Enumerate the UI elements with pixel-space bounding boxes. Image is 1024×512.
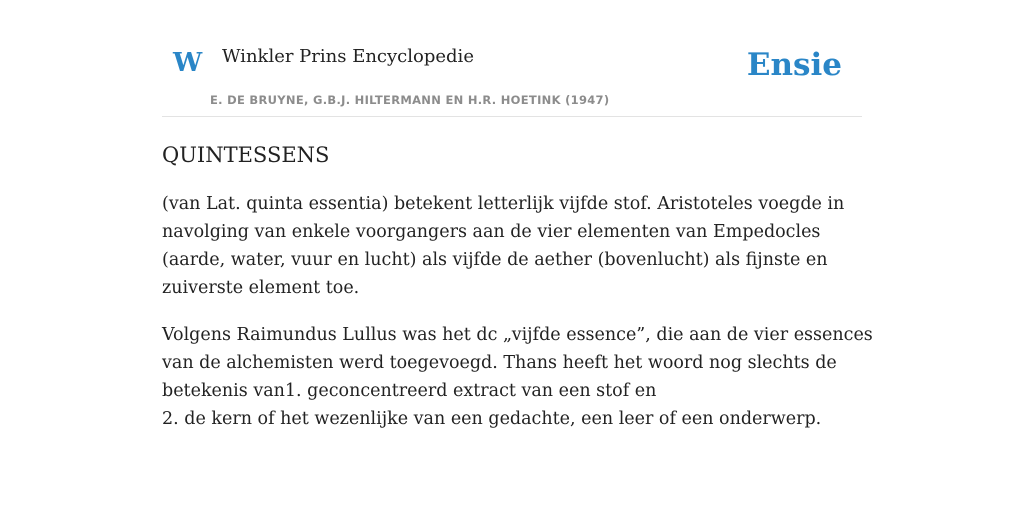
- article-paragraph-2-line-3: betekenis van1. geconcentreerd extract van een stof en: [162, 381, 657, 401]
- article-paragraph-2: [162, 321, 873, 433]
- article-title: QUINTESSENS: [162, 143, 330, 167]
- article-paragraph-2-line-4: 2. de kern of het wezenlijke van een gedachte, een leer of een onderwerp.: [162, 409, 822, 429]
- source-header: [162, 0, 862, 117]
- ensie-brand-logo[interactable]: Ensie: [746, 47, 842, 83]
- source-title-link[interactable]: Winkler Prins Encyclopedie: [222, 46, 474, 67]
- winkler-prins-logo[interactable]: W: [173, 48, 203, 78]
- article-paragraph-2-line-2: van de alchemisten werd toegevoegd. Thans heeft het woord nog slechts de: [162, 353, 837, 373]
- article-paragraph-1: (van Lat. quinta essentia) betekent letterlijk vijfde stof. Aristoteles voegde in navolging van enkele voorgangers aan de vier elementen van Empedocles (aarde, water, vuur en lucht) als vijfde de aether (bovenlucht) als fijnste en zuiverste element toe.: [162, 194, 845, 298]
- article: [162, 140, 873, 452]
- source-authors: E. DE BRUYNE, G.B.J. HILTERMANN EN H.R. HOETINK (1947): [210, 93, 610, 107]
- article-paragraph-2-line-1: Volgens Raimundus Lullus was het dc „vijfde essence”, die aan de vier essences: [162, 325, 873, 345]
